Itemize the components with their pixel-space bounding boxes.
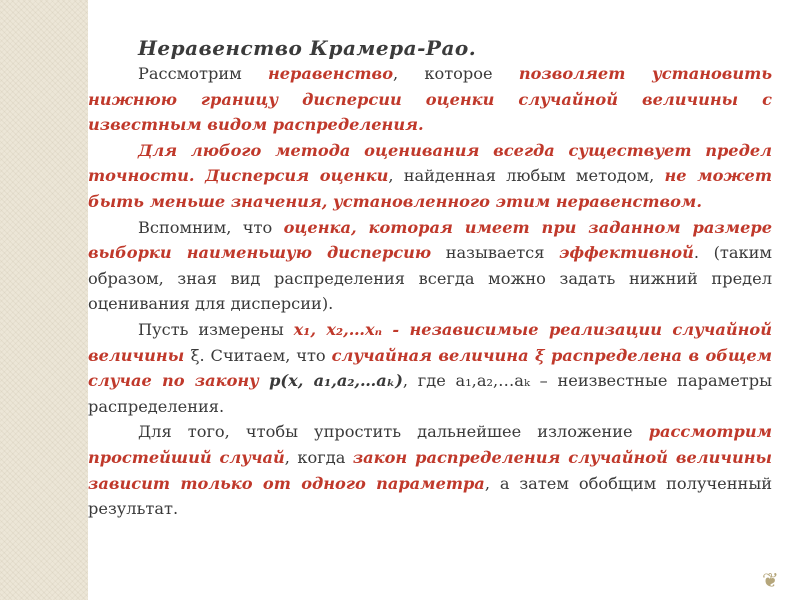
- text-segment: , когда: [284, 447, 353, 467]
- emphasis-segment: закон распределения случайной величины зависит только от одного параметра: [88, 447, 772, 493]
- emphasis-segment: рассмотрим простейший случай: [88, 422, 772, 467]
- text-segment: . (таким образом, зная вид распределения всегда можно задать нижний предел оценивания для дисперсии).: [88, 243, 772, 314]
- emphasis-segment: Для любого метода оценивания всегда существует предел точности. Дисперсия оценки: [88, 140, 772, 186]
- emphasis-segment: эффективной: [559, 243, 694, 263]
- text-segment: Для того, чтобы упростить дальнейшее изложение: [138, 422, 649, 442]
- slide-body: [88, 61, 772, 522]
- text-segment: называется: [431, 243, 560, 263]
- paragraph-2: [88, 138, 772, 215]
- text-segment: Рассмотрим: [138, 64, 268, 83]
- slide-title: Неравенство Крамера-Рао.: [138, 36, 477, 60]
- text-segment: , а затем обобщим полученный результат.: [88, 473, 772, 519]
- text-segment: ξ. Считаем, что: [190, 345, 332, 365]
- text-segment: Вспомним, что: [138, 217, 284, 237]
- emphasis-segment: оценка, которая имеет при заданном размере выборки наименьшую дисперсию: [88, 217, 772, 263]
- emphasis-segment: x₁, x₂,…xₙ - независимые реализации случайной величины: [88, 319, 772, 365]
- formula-segment: p(x, a₁,a₂,…aₖ): [269, 371, 403, 391]
- paragraph-4: [88, 317, 772, 419]
- paragraph-1: [88, 61, 772, 138]
- text-segment: , где a₁,a₂,…aₖ – неизвестные параметры распределения.: [88, 371, 772, 416]
- emphasis-segment: неравенство: [267, 64, 393, 83]
- emphasis-segment: позволяет установить нижнюю границу дисперсии оценки случайной величины с известным видом распределения.: [88, 64, 772, 135]
- emphasis-segment: случайная величина ξ распределена в общем случае по закону: [88, 345, 773, 391]
- emphasis-segment: не может быть меньше значения, установленного этим неравенством.: [88, 166, 772, 211]
- text-segment: , найденная любым методом,: [388, 166, 665, 186]
- paragraph-3: [88, 215, 772, 317]
- text-segment: , которое: [393, 64, 519, 83]
- fleuron-icon: ❦: [762, 568, 779, 592]
- paragraph-5: [88, 419, 772, 521]
- text-segment: Пусть измерены: [138, 319, 294, 339]
- decorative-side-strip: [0, 0, 88, 600]
